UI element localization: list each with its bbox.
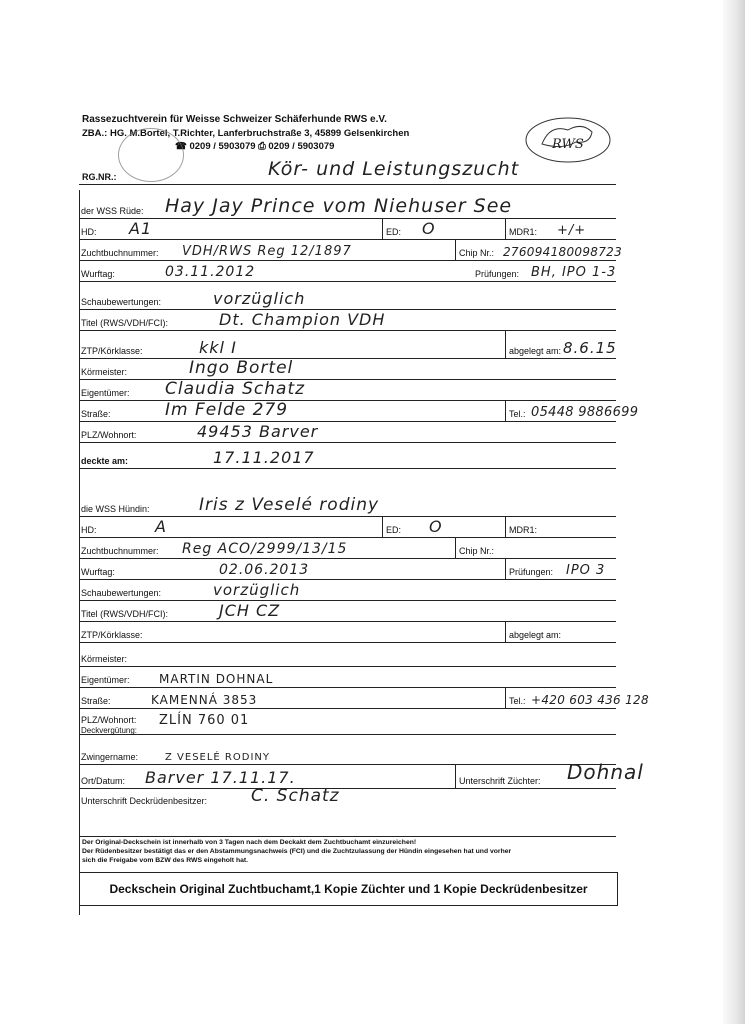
- female-hd-label: HD:: [81, 525, 97, 535]
- female-birth-value: 02.06.2013: [219, 562, 310, 578]
- female-title-label: Titel (RWS/VDH/FCI):: [81, 609, 168, 619]
- female-rating-value: vorzüglich: [213, 581, 301, 599]
- club-address: ZBA.: HG. M.Bortel, T.Richter, Lanferbruchstraße 3, 45899 Gelsenkirchen: [82, 128, 410, 139]
- row-male-koermeister[interactable]: [79, 358, 616, 380]
- mating-date-label: deckte am:: [81, 456, 129, 466]
- male-birth-label: Wurftag:: [81, 269, 115, 279]
- row-male-studbook[interactable]: [79, 239, 623, 261]
- female-street-label: Straße:: [81, 696, 111, 706]
- female-ed-value: O: [429, 517, 443, 536]
- owner-signature-label: Unterschrift Deckrüdenbesitzer:: [81, 796, 208, 806]
- female-name-label: die WSS Hündin:: [81, 504, 150, 514]
- row-owner-signature[interactable]: [79, 788, 616, 837]
- female-city-value: ZLÍN 760 01: [159, 713, 250, 728]
- row-place-date[interactable]: [79, 760, 644, 789]
- male-rating-label: Schaubewertungen:: [81, 297, 162, 307]
- female-exams-label: Prüfungen:: [509, 567, 554, 577]
- male-ztp-label: ZTP/Körklasse:: [81, 346, 143, 356]
- female-rating-label: Schaubewertungen:: [81, 588, 162, 598]
- kennel-name-label: Zwingername:: [81, 752, 139, 762]
- row-male-birthdate[interactable]: [79, 260, 616, 282]
- page-edge-shadow: [723, 0, 745, 1024]
- male-city-value: 49453 Barver: [197, 422, 319, 441]
- copy-distribution-footer: Deckschein Original Zuchtbuchamt,1 Kopie Züchter und 1 Kopie Deckrüdenbesitzer: [79, 872, 618, 906]
- male-title-label: Titel (RWS/VDH/FCI):: [81, 318, 168, 328]
- row-male-name[interactable]: [79, 190, 616, 219]
- row-mated-on[interactable]: [79, 442, 616, 469]
- place-date-value: Barver 17.11.17.: [145, 768, 296, 787]
- breeder-signature-label: Unterschrift Züchter:: [459, 776, 541, 786]
- deck-fee-label: Deckvergütung:: [81, 726, 138, 735]
- male-passed-label: abgelegt am:: [509, 346, 562, 356]
- female-street-value: KAMENNÁ 3853: [151, 693, 258, 707]
- female-hd-value: A: [155, 517, 167, 536]
- male-mdr-label: MDR1:: [509, 227, 538, 237]
- male-exams-value: BH, IPO 1-3: [531, 265, 617, 280]
- female-birth-label: Wurftag:: [81, 567, 115, 577]
- male-exams-label: Prüfungen:: [475, 269, 520, 279]
- club-phone-fax: ☎ 0209 / 5903079 ⎙ 0209 / 5903079: [175, 141, 335, 152]
- female-ztp-label: ZTP/Körklasse:: [81, 630, 143, 640]
- male-title-value: Dt. Champion VDH: [219, 310, 386, 329]
- male-hd-value: A1: [129, 219, 153, 238]
- male-owner-value: Claudia Schatz: [165, 379, 306, 399]
- note-line-1: Der Original-Deckschein ist innerhalb von 3 Tagen nach dem Deckakt dem Zuchtbuchamt einzureichen!: [82, 839, 417, 846]
- logo-lettering: RWS: [552, 137, 584, 152]
- male-ztp-value: kkl I: [199, 338, 237, 357]
- legal-notes: [82, 838, 612, 865]
- breeder-signature: Dohnal: [567, 760, 644, 784]
- row-female-ztp[interactable]: [79, 621, 616, 643]
- male-passed-value: 8.6.15: [563, 339, 617, 357]
- row-female-street[interactable]: [79, 687, 649, 709]
- row-male-title[interactable]: [79, 309, 616, 331]
- row-female-hd[interactable]: [79, 516, 616, 538]
- row-female-name[interactable]: [79, 492, 616, 517]
- male-koer-label: Körmeister:: [81, 367, 128, 377]
- female-tel-label: Tel.:: [509, 696, 526, 706]
- note-line-2: Der Rüdenbesitzer bestätigt das er den Abstammungsnachweis (FCI) und die Zuchtzulassung der Hündin eingesehen hat und vorher: [82, 848, 512, 855]
- row-female-studbook[interactable]: [79, 537, 616, 559]
- male-name-value: Hay Jay Prince vom Niehuser See: [165, 195, 513, 217]
- row-female-koermeister[interactable]: [79, 642, 616, 667]
- male-street-label: Straße:: [81, 409, 111, 419]
- note-line-3: sich die Freigabe vom BZW des RWS eingeholt hat.: [82, 857, 249, 864]
- female-ed-label: ED:: [386, 525, 402, 535]
- kennel-name-value: Z VESELÉ RODINY: [165, 752, 270, 763]
- circular-stamp: [118, 128, 184, 182]
- male-chip-label: Chip Nr.:: [459, 248, 495, 258]
- row-female-city[interactable]: [79, 708, 616, 735]
- female-tel-value: +420 603 436 128: [531, 693, 649, 707]
- row-male-owner[interactable]: [79, 379, 616, 401]
- owner-signature: C. Schatz: [251, 786, 340, 806]
- male-name-label: der WSS Rüde:: [81, 206, 144, 216]
- female-title-value: JCH CZ: [219, 601, 281, 620]
- row-female-birthdate[interactable]: [79, 558, 616, 580]
- male-studbook-label: Zuchtbuchnummer:: [81, 248, 159, 258]
- title-underline: [79, 184, 616, 185]
- rws-logo-icon: [520, 114, 616, 166]
- male-street-value: Im Felde 279: [165, 400, 289, 420]
- row-male-rating[interactable]: [79, 281, 616, 310]
- female-mdr-label: MDR1:: [509, 525, 538, 535]
- female-studbook-value: Reg ACO/2999/13/15: [182, 541, 348, 557]
- male-rating-value: vorzüglich: [213, 289, 306, 308]
- female-chip-label: Chip Nr.:: [459, 546, 495, 556]
- male-birth-value: 03.11.2012: [165, 264, 256, 280]
- female-exams-value: IPO 3: [566, 563, 606, 578]
- club-name: Rassezuchtverein für Weisse Schweizer Schäferhunde RWS e.V.: [82, 114, 387, 125]
- male-owner-label: Eigentümer:: [81, 388, 130, 398]
- male-ed-value: O: [422, 219, 436, 238]
- male-koer-value: Ingo Bortel: [189, 358, 294, 378]
- female-name-value: Iris z Veselé rodiny: [199, 495, 380, 515]
- row-male-city[interactable]: [79, 421, 616, 443]
- row-male-hd[interactable]: [79, 218, 616, 240]
- row-male-ztp[interactable]: [79, 330, 616, 359]
- male-studbook-value: VDH/RWS Reg 12/1897: [182, 244, 352, 259]
- male-ed-label: ED:: [386, 227, 402, 237]
- row-female-rating[interactable]: [79, 579, 616, 601]
- female-owner-label: Eigentümer:: [81, 675, 130, 685]
- male-chip-value: 276094180098723: [503, 245, 623, 259]
- female-passed-label: abgelegt am:: [509, 630, 562, 640]
- female-owner-value: MARTIN DOHNAL: [159, 672, 274, 686]
- female-studbook-label: Zuchtbuchnummer:: [81, 546, 159, 556]
- rg-nr-label: RG.NR.:: [82, 172, 117, 182]
- form-title: Kör- und Leistungszucht: [268, 158, 520, 180]
- male-city-label: PLZ/Wohnort:: [81, 430, 137, 440]
- male-tel-label: Tel.:: [509, 409, 526, 419]
- female-koer-label: Körmeister:: [81, 654, 128, 664]
- row-female-title[interactable]: [79, 600, 616, 622]
- mating-date-value: 17.11.2017: [213, 448, 315, 467]
- male-mdr-value: +/+: [557, 223, 587, 238]
- place-date-label: Ort/Datum:: [81, 776, 126, 786]
- row-female-owner[interactable]: [79, 666, 616, 688]
- female-city-label: PLZ/Wohnort:: [81, 715, 137, 725]
- male-hd-label: HD:: [81, 227, 97, 237]
- male-tel-value: 05448 9886699: [531, 405, 639, 420]
- row-kennel-name[interactable]: [79, 734, 616, 765]
- row-male-street[interactable]: [79, 400, 639, 422]
